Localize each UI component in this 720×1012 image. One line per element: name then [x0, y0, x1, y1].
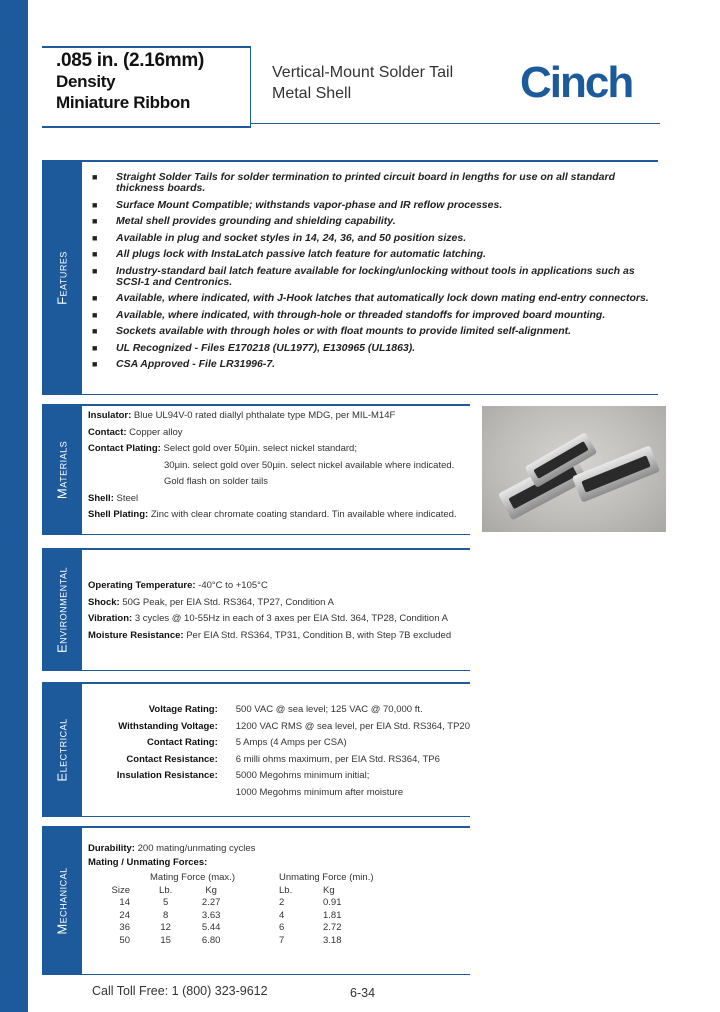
plating-value-3: Gold flash on solder tails	[164, 476, 269, 487]
temperature-value: -40°C to +105°C	[198, 580, 268, 591]
col-unmating-lb: Lb.	[279, 884, 293, 896]
force-table	[92, 872, 374, 947]
table-row	[92, 719, 470, 736]
product-subtitle	[272, 62, 453, 104]
electrical-tab	[42, 684, 82, 816]
insulator-value: Blue UL94V-0 rated diallyl phthalate type MDG, per MIL-M14F	[133, 410, 396, 421]
feature-item: ■ All plugs lock with InstaLatch passive latch feature for automatic latching.	[92, 249, 652, 260]
title-line-2: Density	[56, 72, 116, 91]
feature-item: ■ Available, where indicated, with through-hole or threaded standoffs for improved board mounting.	[92, 310, 652, 321]
mechanical-section	[42, 826, 470, 975]
unmating-lb-cell: 2	[279, 897, 285, 908]
table-row	[92, 752, 470, 769]
contact-rating-value: 5 Amps (4 Amps per CSA)	[235, 737, 347, 748]
mechanical-tab	[42, 828, 82, 974]
feature-item: ■ Sockets available with through holes or with float mounts to provide limited self-alignment.	[92, 326, 652, 337]
title-box	[42, 46, 251, 128]
table-row	[92, 897, 374, 910]
mechanical-label: Mechanical	[54, 867, 70, 935]
mating-lb-cell: 12	[160, 922, 171, 933]
unmating-header: Unmating Force (min.)	[279, 872, 374, 883]
table-row	[92, 922, 374, 935]
materials-section	[42, 404, 470, 535]
col-mating-kg: Kg	[205, 884, 217, 896]
mating-kg-cell: 3.63	[201, 909, 221, 921]
features-section	[42, 160, 658, 395]
unmating-lb-cell: 4	[279, 909, 285, 921]
plating-value-1: Select gold over 50μin. select nickel standard;	[163, 443, 357, 454]
materials-tab	[42, 406, 82, 534]
features-tab	[42, 162, 82, 394]
environmental-section	[42, 548, 470, 671]
contact-key: Contact:	[88, 426, 127, 438]
feature-item: ■ Straight Solder Tails for solder termination to printed circuit board in lengths for use on all standard thickness boards.	[92, 172, 652, 194]
temperature-key: Operating Temperature:	[88, 580, 196, 591]
shell-key: Shell:	[88, 492, 114, 504]
materials-label: Materials	[54, 440, 70, 500]
table-row	[92, 768, 470, 785]
unmating-lb-cell: 7	[279, 934, 285, 946]
features-list	[92, 172, 652, 376]
environmental-tab	[42, 550, 82, 670]
insulation-value-2: 1000 Megohms minimum after moisture	[235, 786, 404, 798]
contact-resistance-value: 6 milli ohms maximum, per EIA Std. RS364, TP6	[235, 753, 440, 765]
withstand-key: Withstanding Voltage:	[118, 720, 218, 732]
cinch-logo: Cinch	[520, 58, 633, 107]
shell-value: Steel	[116, 492, 139, 504]
contact-rating-key: Contact Rating:	[147, 737, 218, 748]
mating-kg-cell: 6.80	[201, 934, 221, 946]
table-header-row	[92, 885, 374, 898]
table-header-row	[92, 872, 374, 885]
table-row	[92, 910, 374, 923]
electrical-table	[92, 702, 470, 801]
feature-item: ■ Industry-standard bail latch feature available for locking/unlocking without tools in applications such as SCSI-1 and Centronics.	[92, 266, 652, 288]
unmating-lb-cell: 6	[279, 922, 285, 933]
withstand-value: 1200 VAC RMS @ sea level, per EIA Std. RS364, TP20	[235, 720, 470, 732]
mating-lb-cell: 5	[163, 897, 169, 908]
moisture-key: Moisture Resistance:	[88, 629, 184, 641]
table-row	[92, 735, 470, 752]
header-divider	[250, 123, 660, 124]
shell-plating-key: Shell Plating:	[88, 509, 149, 520]
durability-key: Durability:	[88, 843, 135, 854]
electrical-section	[42, 682, 470, 817]
feature-item: ■ CSA Approved - File LR31996-7.	[92, 359, 652, 370]
title-line-3: Miniature Ribbon	[56, 93, 191, 112]
mating-header: Mating Force (max.)	[150, 872, 235, 883]
contact-value: Copper alloy	[129, 426, 183, 438]
title-line-1: .085 in. (2.16mm)	[56, 50, 205, 71]
table-row	[92, 935, 374, 948]
size-cell: 24	[119, 909, 130, 921]
subtitle-line-2: Metal Shell	[272, 85, 352, 102]
vibration-value: 3 cycles @ 10-55Hz in each of 3 axes per EIA Std. 364, TP28, Condition A	[134, 613, 448, 624]
feature-item: ■ Surface Mount Compatible; withstands vapor-phase and IR reflow processes.	[92, 200, 652, 211]
unmating-kg-cell: 2.72	[323, 922, 342, 933]
forces-label: Mating / Unmating Forces:	[88, 857, 208, 868]
subtitle-line-1: Vertical-Mount Solder Tail	[272, 64, 454, 81]
mating-lb-cell: 8	[163, 909, 169, 921]
size-cell: 36	[119, 922, 130, 933]
left-color-stripe	[0, 0, 28, 1012]
feature-item: ■ Metal shell provides grounding and shielding capability.	[92, 216, 652, 227]
feature-item: ■ UL Recognized - Files E170218 (UL1977), E130965 (UL1863).	[92, 343, 652, 354]
shock-value: 50G Peak, per EIA Std. RS364, TP27, Condition A	[122, 596, 334, 608]
unmating-kg-cell: 0.91	[323, 897, 342, 908]
shell-plating-value: Zinc with clear chromate coating standard. Tin available where indicated.	[150, 509, 457, 520]
feature-item: ■ Available in plug and socket styles in 14, 24, 36, and 50 position sizes.	[92, 233, 652, 244]
shock-key: Shock:	[88, 596, 120, 608]
size-cell: 14	[119, 897, 130, 908]
plating-value-2: 30μin. select gold over 50μin. select nickel available where indicated.	[164, 459, 455, 471]
voltage-value: 500 VAC @ sea level; 125 VAC @ 70,000 ft.	[235, 704, 423, 715]
footer-phone: Call Toll Free: 1 (800) 323-9612	[92, 984, 268, 998]
size-cell: 50	[119, 934, 130, 946]
features-label: Features	[54, 251, 70, 305]
unmating-kg-cell: 3.18	[323, 934, 342, 946]
insulator-key: Insulator:	[88, 410, 132, 421]
mating-lb-cell: 15	[160, 934, 171, 946]
contact-resistance-key: Contact Resistance:	[126, 753, 218, 765]
mating-kg-cell: 2.27	[201, 897, 221, 908]
unmating-kg-cell: 1.81	[323, 909, 342, 921]
table-row	[92, 702, 470, 719]
moisture-value: Per EIA Std. RS364, TP31, Condition B, with Step 7B excluded	[186, 629, 452, 641]
col-size: Size	[111, 884, 130, 896]
environmental-label: Environmental	[54, 566, 70, 654]
mating-kg-cell: 5.44	[201, 922, 221, 933]
col-mating-lb: Lb.	[159, 884, 173, 896]
table-row	[92, 785, 470, 802]
insulation-key: Insulation Resistance:	[116, 770, 218, 781]
electrical-label: Electrical	[54, 718, 70, 782]
insulation-value-1: 5000 Megohms minimum initial;	[235, 770, 370, 781]
durability-value: 200 mating/unmating cycles	[137, 843, 256, 854]
voltage-key: Voltage Rating:	[148, 704, 218, 715]
feature-item: ■ Available, where indicated, with J-Hook latches that automatically lock down mating end-entry connectors.	[92, 293, 652, 304]
plating-key: Contact Plating:	[88, 443, 161, 454]
col-unmating-kg: Kg	[323, 884, 335, 896]
vibration-key: Vibration:	[88, 613, 133, 624]
connector-photo	[482, 406, 666, 532]
page-number: 6-34	[350, 986, 376, 1000]
